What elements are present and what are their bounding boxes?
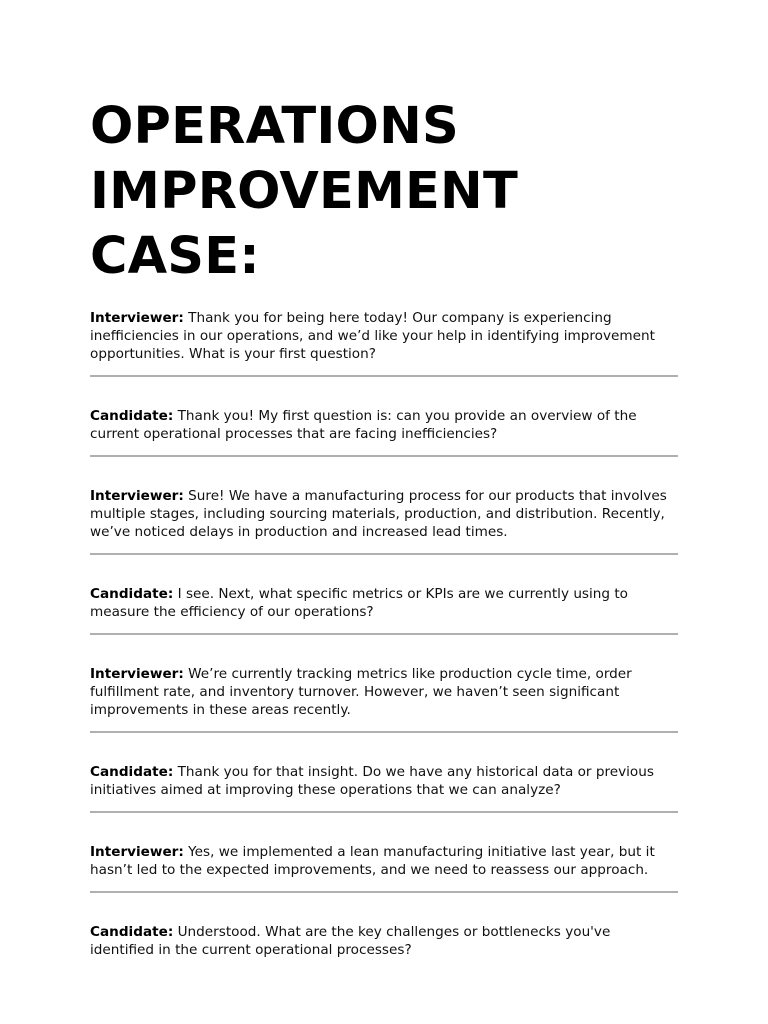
- document-page: [90, 94, 678, 997]
- turn-text: Thank you for that insight. Do we have any historical data or previous initiatives aimed at improving these operations that we can analyze?: [90, 764, 654, 798]
- turn-text: I see. Next, what specific metrics or KPIs are we currently using to measure the efficiency of our operations?: [90, 586, 629, 620]
- title-line: OPERATIONS: [90, 97, 459, 156]
- dialogue-turn-candidate: [90, 759, 678, 813]
- turn-text: We’re currently tracking metrics like production cycle time, order fulfillment rate, and inventory turnover. However, we haven’t seen significant improvements in these areas recently.: [90, 666, 632, 718]
- dialogue-turn-interviewer: [90, 839, 678, 893]
- speaker-label: Interviewer:: [90, 844, 184, 860]
- speaker-label: Candidate:: [90, 764, 174, 780]
- title-line: IMPROVEMENT: [90, 162, 518, 221]
- speaker-label: Interviewer:: [90, 310, 184, 326]
- speaker-label: Candidate:: [90, 924, 174, 940]
- turn-text: Thank you for being here today! Our company is experiencing inefficiencies in our operations, and we’d like your help in identifying improvement opportunities. What is your first question?: [90, 310, 655, 362]
- dialogue-turn-candidate: [90, 919, 678, 971]
- speaker-label: Interviewer:: [90, 666, 184, 682]
- speaker-label: Interviewer:: [90, 488, 184, 504]
- dialogue-turn-candidate: [90, 581, 678, 635]
- page-title: [90, 94, 678, 289]
- dialogue-transcript: [90, 305, 678, 971]
- title-line: CASE:: [90, 227, 260, 286]
- speaker-label: Candidate:: [90, 586, 174, 602]
- dialogue-turn-interviewer: [90, 661, 678, 733]
- turn-text: Thank you! My first question is: can you provide an overview of the current operational processes that are facing inefficiencies?: [90, 408, 637, 442]
- dialogue-turn-candidate: [90, 403, 678, 457]
- dialogue-turn-interviewer: [90, 483, 678, 555]
- speaker-label: Candidate:: [90, 408, 174, 424]
- turn-text: Sure! We have a manufacturing process for our products that involves multiple stages, including sourcing materials, production, and distribution. Recently, we’ve noticed delays in production and increased lead times.: [90, 488, 667, 540]
- turn-text: Yes, we implemented a lean manufacturing initiative last year, but it hasn’t led to the expected improvements, and we need to reassess our approach.: [90, 844, 655, 878]
- dialogue-turn-interviewer: [90, 305, 678, 377]
- turn-text: Understood. What are the key challenges or bottlenecks you've identified in the current operational processes?: [90, 924, 611, 958]
